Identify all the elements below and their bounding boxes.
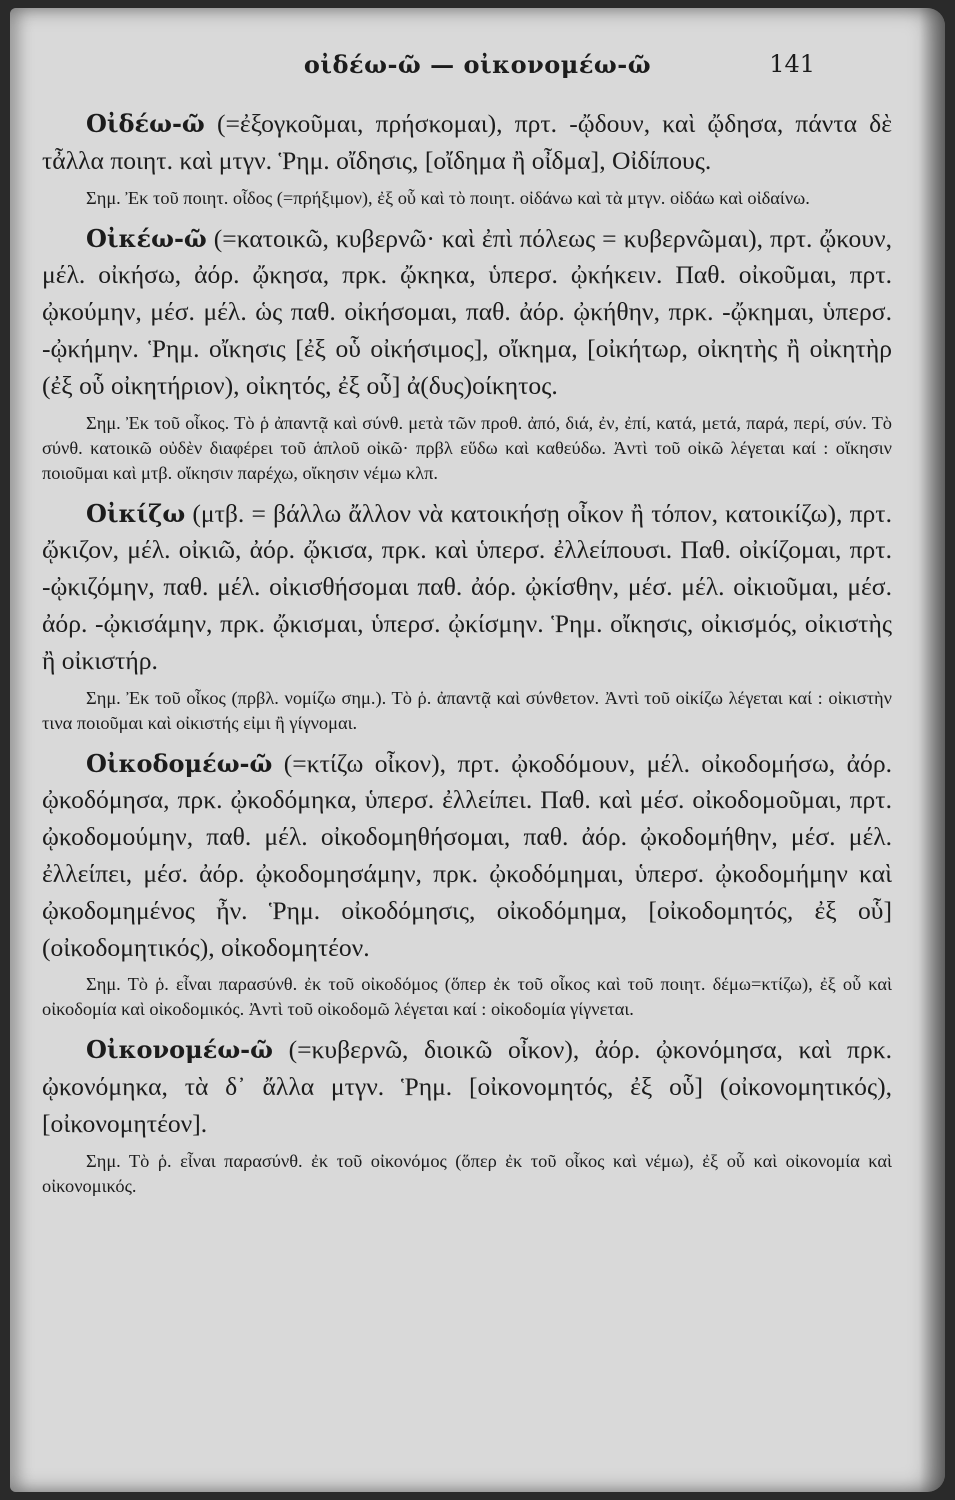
headword: Οἰκέω-ῶ	[86, 223, 207, 253]
entry-oikonomeo	[42, 1032, 892, 1142]
page-spine-shadow	[919, 8, 945, 1492]
entry-note: Σημ. Ἐκ τοῦ οἶκος (πρβλ. νομίζω σημ.). Τὸ ῥ. ἀπαντᾷ καὶ σύνθετον. Ἀντὶ τοῦ οἰκίζω λέγεται καί : οἰκιστὴν τινα ποιοῦμαι καὶ οἰκιστής εἰμι ἢ γίγνομαι.	[42, 687, 892, 733]
entry-body: (=κυβερνῶ, διοικῶ οἶκον), ἀόρ. ᾠκονόμησα, καὶ πρκ. ᾠκονόμηκα, τὰ δ᾽ ἄλλα μτγν. Ῥημ. [οἰκονομητός, ἐξ οὗ] (οἰκονομητικός), [οἰκονομητέον].	[42, 1035, 892, 1138]
headword: Οἰκονομέω-ῶ	[86, 1035, 273, 1065]
page-number: 141	[769, 50, 815, 78]
entry-body: (μτβ. = βάλλω ἄλλον νὰ κατοικήσῃ οἶκον ἢ τόπον, κατοικίζω), πρτ. ᾤκιζον, μέλ. οἰκιῶ, ἀόρ. ᾤκισα, πρκ. καὶ ὑπερσ. ἐλλείπουσι. Παθ. οἰκίζομαι, πρτ. -ᾠκιζόμην, παθ. μέλ. οἰκισθήσομαι παθ. ἀόρ. ᾠκίσθην, μέσ. μέλ. οἰκιοῦμαι, μέσ. ἀόρ. -ᾠκισάμην, πρκ. ᾤκισμαι, ὑπερσ. ᾠκίσμην. Ῥημ. οἴκησις, οἰκισμός, οἰκιστὴς ἢ οἰκιστήρ.	[42, 498, 892, 675]
entry-body: (=κτίζω οἶκον), πρτ. ᾠκοδόμουν, μέλ. οἰκοδομήσω, ἀόρ. ᾠκοδόμησα, πρκ. ᾠκοδόμηκα, ὑπερσ. ἐλλείπει. Παθ. καὶ μέσ. οἰκοδομοῦμαι, πρτ. ᾠκοδομούμην, παθ. μέλ. οἰκοδομηθήσομαι, παθ. ἀόρ. ᾠκοδομήθην, μέσ. μέλ. ἐλλείπει, μέσ. ἀόρ. ᾠκοδομησάμην, πρκ. ᾠκοδόμημαι, ὑπερσ. ᾠκοδομήμην καὶ ᾠκοδομημένος ἦν. Ῥημ. οἰκοδόμησις, οἰκοδόμημα, [οἰκοδομητός, ἐξ οὗ] (οἰκοδομητικός), οἰκοδομητέον.	[42, 748, 892, 962]
entry-note: Σημ. Ἐκ τοῦ οἶκος. Τὸ ῥ ἀπαντᾷ καὶ σύνθ. μετὰ τῶν προθ. ἀπό, διά, ἐν, ἐπί, κατά, μετά, παρά, περί, σύν. Τὸ σύνθ. κατοικῶ οὐδὲν διαφέρει τοῦ ἁπλοῦ οἰκῶ· πρβλ εὕδω καὶ καθεύδω. Ἀντὶ τοῦ οἰκῶ λέγεται καί : οἴκησιν ποιοῦμαι καὶ μτβ. οἴκησιν παρέχω, οἴκησιν νέμω κλπ.	[42, 412, 892, 483]
entry-body: (=ἐξογκοῦμαι, πρήσκομαι), πρτ. -ᾤδουν, καὶ ᾤδησα, πάντα δὲ τἆλλα ποιητ. καὶ μτγν. Ῥημ. οἴδησις, [οἴδημα ἢ οἶδμα], Οἰδίπους.	[42, 109, 892, 175]
entry-body: (=κατοικῶ, κυβερνῶ· καὶ ἐπὶ πόλεως = κυβερνῶμαι), πρτ. ᾤκουν, μέλ. οἰκήσω, ἀόρ. ᾤκησα, πρκ. ᾤκηκα, ὑπερσ. ᾠκήκειν. Παθ. οἰκοῦμαι, πρτ. ᾠκούμην, μέσ. μέλ. ὡς παθ. οἰκήσομαι, παθ. ἀόρ. ᾠκήθην, πρκ. -ᾤκημαι, ὑπερσ. -ᾠκήμην. Ῥημ. οἴκησις [ἐξ οὗ οἰκήσιμος], οἴκημα, [οἰκήτωρ, οἰκητὴς ἢ οἰκητὴρ (ἐξ οὗ οἰκητήριον), οἰκητός, ἐξ οὗ] ἀ(δυς)οίκητος.	[42, 223, 892, 400]
entry-oikeo	[42, 221, 892, 405]
headword: Οἰκοδομέω-ῶ	[86, 748, 273, 778]
entry-note: Σημ. Τὸ ῥ. εἶναι παρασύνθ. ἐκ τοῦ οἰκοδόμος (ὅπερ ἐκ τοῦ οἶκος καὶ τοῦ ποιητ. δέμω=κτίζω), ἐξ οὗ καὶ οἰκοδομία καὶ οἰκοδομικός. Ἀντὶ τοῦ οἰκοδομῶ λέγεται καί : οἰκοδομία γίγνεται.	[42, 974, 892, 1020]
entry-note: Σημ. Τὸ ῥ. εἶναι παρασύνθ. ἐκ τοῦ οἰκονόμος (ὅπερ ἐκ τοῦ οἶκος καὶ νέμω), ἐξ οὗ καὶ οἰκονομία καὶ οἰκονομικός.	[42, 1150, 892, 1196]
headword: Οἰκίζω	[86, 498, 186, 528]
entry-note: Σημ. Ἐκ τοῦ ποιητ. οἶδος (=πρήξιμον), ἐξ οὗ καὶ τὸ ποιητ. οἰδάνω καὶ τὰ μτγν. οἰδάω καὶ οἰδαίνω.	[86, 187, 810, 208]
entry-oikodomeo	[42, 746, 892, 967]
page-content	[42, 106, 892, 1209]
book-page	[10, 8, 945, 1492]
entry-oideo	[42, 106, 892, 180]
entry-oikizo	[42, 496, 892, 680]
headword: Οἰδέω-ῶ	[86, 109, 205, 138]
running-header	[10, 48, 945, 88]
header-title: οἰδέω-ῶ — οἰκονομέω-ῶ	[303, 50, 652, 79]
